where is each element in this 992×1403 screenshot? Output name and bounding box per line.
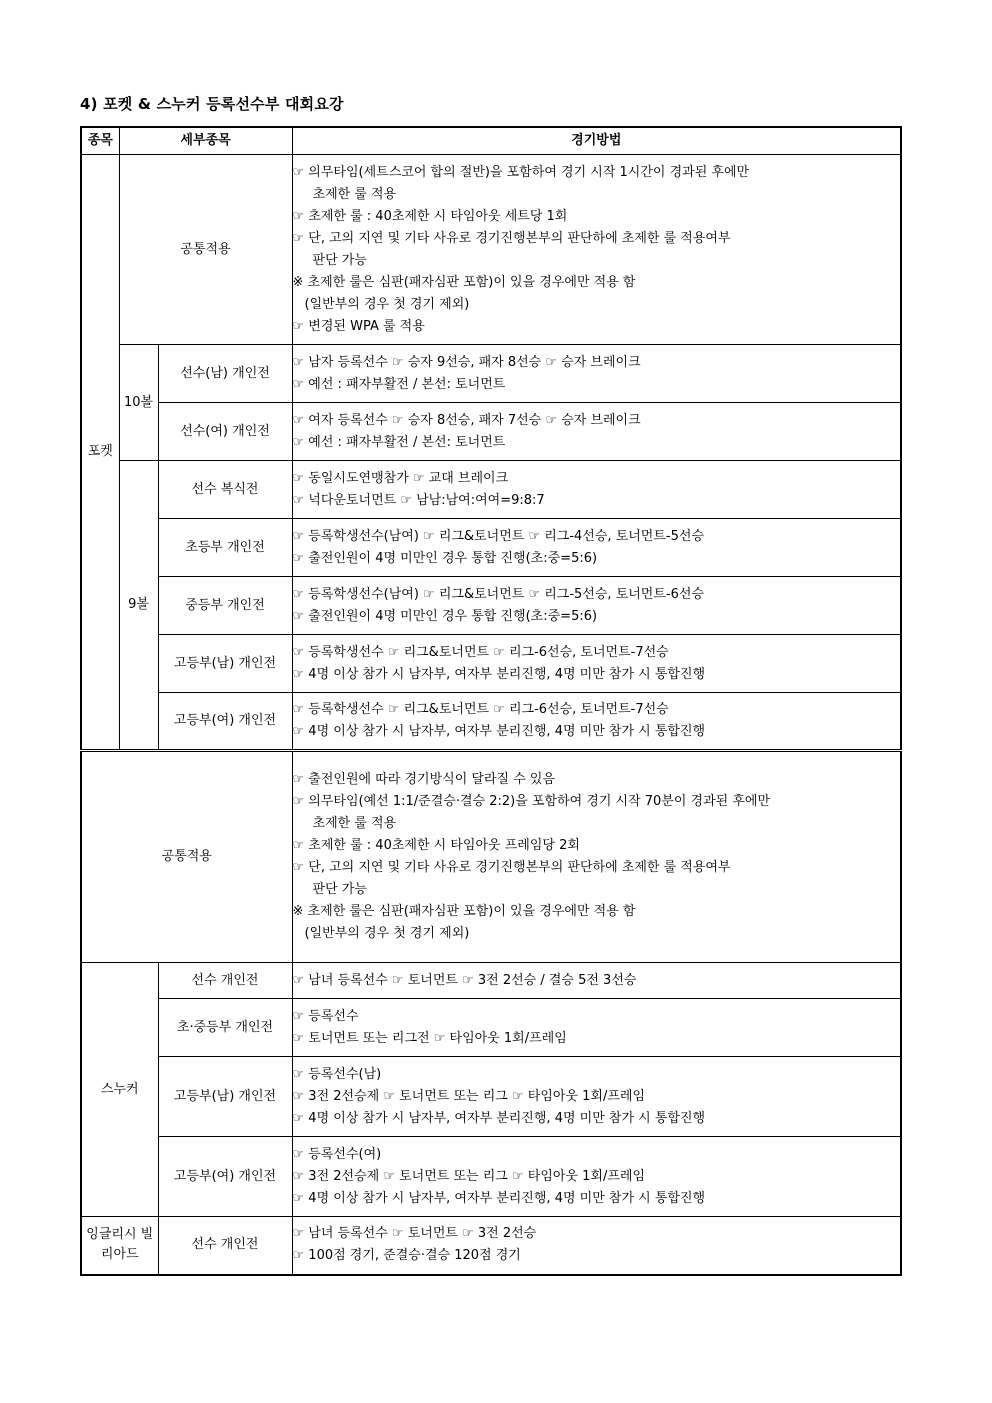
method-line: ☞ 등록선수(여)	[292, 1146, 382, 1162]
row-method	[292, 1217, 901, 1275]
method-line: ☞ 토너먼트 또는 리그전 ☞ 타임아웃 1회/프레임	[292, 1030, 567, 1046]
method-line: ☞ 남자 등록선수 ☞ 승자 9선승, 패자 8선승 ☞ 승자 브레이크	[292, 354, 641, 370]
row-label: 고등부(남) 개인전	[158, 635, 292, 693]
method-line: ☞ 4명 이상 참가 시 남자부, 여자부 분리진행, 4명 미만 참가 시 통합진행	[292, 666, 706, 682]
method-line: ☞ 단, 고의 지연 및 기타 사유로 경기진행본부의 판단하에 초제한 룰 적용여부	[292, 860, 731, 875]
row-label: 초등부 개인전	[158, 519, 292, 577]
group-pocket: 포켓	[81, 155, 119, 751]
method-line: ☞ 여자 등록선수 ☞ 승자 8선승, 패자 7선승 ☞ 승자 브레이크	[292, 412, 641, 428]
row-method	[292, 461, 901, 519]
table-row	[81, 963, 901, 999]
method-line: 판단 가능	[312, 252, 367, 268]
table-row	[81, 577, 901, 635]
group-snooker: 스누커	[81, 963, 158, 1217]
table-row	[81, 751, 901, 963]
table-row	[81, 1137, 901, 1217]
method-line: (일반부의 경우 첫 경기 제외)	[304, 926, 470, 941]
row-label: 고등부(여) 개인전	[158, 1137, 292, 1217]
header-event: 종목	[81, 127, 119, 155]
row-label: 공통적용	[119, 155, 292, 345]
rules-table	[80, 126, 902, 1276]
method-line: ☞ 예선 : 패자부활전 / 본선: 토너먼트	[292, 434, 506, 450]
row-method	[292, 1137, 901, 1217]
header-sub-event: 세부종목	[119, 127, 292, 155]
row-method	[292, 999, 901, 1057]
method-line: ☞ 출전인원이 4명 미만인 경우 통합 진행(초:중=5:6)	[292, 608, 598, 624]
row-method	[292, 345, 901, 403]
row-label: 선수(남) 개인전	[158, 345, 292, 403]
row-method	[292, 751, 901, 963]
group-english-billiards: 잉글리시 빌리아드	[81, 1217, 158, 1275]
row-label: 선수 개인전	[158, 1217, 292, 1275]
row-method	[292, 519, 901, 577]
method-line: ☞ 예선 : 패자부활전 / 본선: 토너먼트	[292, 376, 506, 392]
header-row	[81, 127, 901, 155]
method-line: ☞ 100점 경기, 준결승·결승 120점 경기	[292, 1248, 521, 1264]
page-title: 4) 포켓 & 스누커 등록선수부 대회요강	[80, 95, 344, 113]
row-label: 선수 개인전	[158, 963, 292, 999]
table-row	[81, 155, 901, 345]
row-method	[292, 577, 901, 635]
method-line: ☞ 초제한 룰 : 40초제한 시 타임아웃 세트당 1회	[292, 208, 568, 224]
method-line: ※ 초제한 룰은 심판(패자심판 포함)이 있을 경우에만 적용 함	[292, 904, 636, 919]
row-label: 선수 복식전	[158, 461, 292, 519]
method-line: ☞ 등록학생선수(남여) ☞ 리그&토너먼트 ☞ 리그-5선승, 토너먼트-6선승	[292, 586, 705, 602]
method-line: ☞ 남녀 등록선수 ☞ 토너먼트 ☞ 3전 2선승 / 결승 5전 3선승	[292, 972, 637, 988]
row-method	[292, 693, 901, 751]
row-label: 고등부(여) 개인전	[158, 693, 292, 751]
method-line: ☞ 등록학생선수 ☞ 리그&토너먼트 ☞ 리그-6선승, 토너먼트-7선승	[292, 702, 669, 717]
method-line: 초제한 룰 적용	[312, 816, 397, 831]
row-method	[292, 403, 901, 461]
table-row	[81, 403, 901, 461]
method-line: ☞ 단, 고의 지연 및 기타 사유로 경기진행본부의 판단하에 초제한 룰 적용여부	[292, 230, 731, 246]
method-line: ※ 초제한 룰은 심판(패자심판 포함)이 있을 경우에만 적용 함	[292, 274, 636, 290]
row-label: 고등부(남) 개인전	[158, 1057, 292, 1137]
header-method: 경기방법	[292, 127, 901, 155]
row-method	[292, 155, 901, 345]
method-line: ☞ 변경된 WPA 룰 적용	[292, 318, 425, 334]
method-line: ☞ 3전 2선승제 ☞ 토너먼트 또는 리그 ☞ 타임아웃 1회/프레임	[292, 1088, 646, 1104]
group-9ball: 9볼	[119, 461, 158, 751]
method-line: ☞ 의무타임(세트스코어 합의 절반)을 포함하여 경기 시작 1시간이 경과된 후에만	[292, 164, 750, 180]
method-line: ☞ 4명 이상 참가 시 남자부, 여자부 분리진행, 4명 미만 참가 시 통합진행	[292, 1190, 706, 1206]
method-line: 판단 가능	[312, 882, 367, 897]
method-line: ☞ 3전 2선승제 ☞ 토너먼트 또는 리그 ☞ 타임아웃 1회/프레임	[292, 1168, 646, 1184]
table-row	[81, 345, 901, 403]
method-line: ☞ 넉다운토너먼트 ☞ 남남:남여:여여=9:8:7	[292, 492, 545, 508]
table-row	[81, 693, 901, 751]
table-row	[81, 461, 901, 519]
method-line: 초제한 룰 적용	[312, 186, 397, 202]
method-line: ☞ 등록학생선수(남여) ☞ 리그&토너먼트 ☞ 리그-4선승, 토너먼트-5선승	[292, 528, 705, 544]
row-method	[292, 1057, 901, 1137]
method-line: ☞ 남녀 등록선수 ☞ 토너먼트 ☞ 3전 2선승	[292, 1226, 537, 1242]
method-line: ☞ 출전인원이 4명 미만인 경우 통합 진행(초:중=5:6)	[292, 550, 598, 566]
table-row	[81, 519, 901, 577]
row-method	[292, 963, 901, 999]
row-method	[292, 635, 901, 693]
method-line: ☞ 4명 이상 참가 시 남자부, 여자부 분리진행, 4명 미만 참가 시 통합진행	[292, 724, 706, 739]
method-line: ☞ 4명 이상 참가 시 남자부, 여자부 분리진행, 4명 미만 참가 시 통합진행	[292, 1110, 706, 1126]
group-10ball: 10볼	[119, 345, 158, 461]
table-row	[81, 999, 901, 1057]
method-line: (일반부의 경우 첫 경기 제외)	[304, 296, 470, 312]
row-label: 공통적용	[81, 751, 292, 963]
table-row	[81, 1217, 901, 1275]
method-line: ☞ 등록선수	[292, 1008, 359, 1024]
method-line: ☞ 동일시도연맹참가 ☞ 교대 브레이크	[292, 470, 509, 486]
method-line: ☞ 출전인원에 따라 경기방식이 달라질 수 있음	[292, 772, 556, 787]
row-label: 초·중등부 개인전	[158, 999, 292, 1057]
row-label: 선수(여) 개인전	[158, 403, 292, 461]
table-row	[81, 1057, 901, 1137]
method-line: ☞ 등록선수(남)	[292, 1066, 382, 1082]
table-row	[81, 635, 901, 693]
method-line: ☞ 등록학생선수 ☞ 리그&토너먼트 ☞ 리그-6선승, 토너먼트-7선승	[292, 644, 669, 660]
method-line: ☞ 의무타임(예선 1:1/준결승·결승 2:2)을 포함하여 경기 시작 70분이 경과된 후에만	[292, 794, 771, 809]
method-line: ☞ 초제한 룰 : 40초제한 시 타임아웃 프레임당 2회	[292, 838, 580, 853]
row-label: 중등부 개인전	[158, 577, 292, 635]
